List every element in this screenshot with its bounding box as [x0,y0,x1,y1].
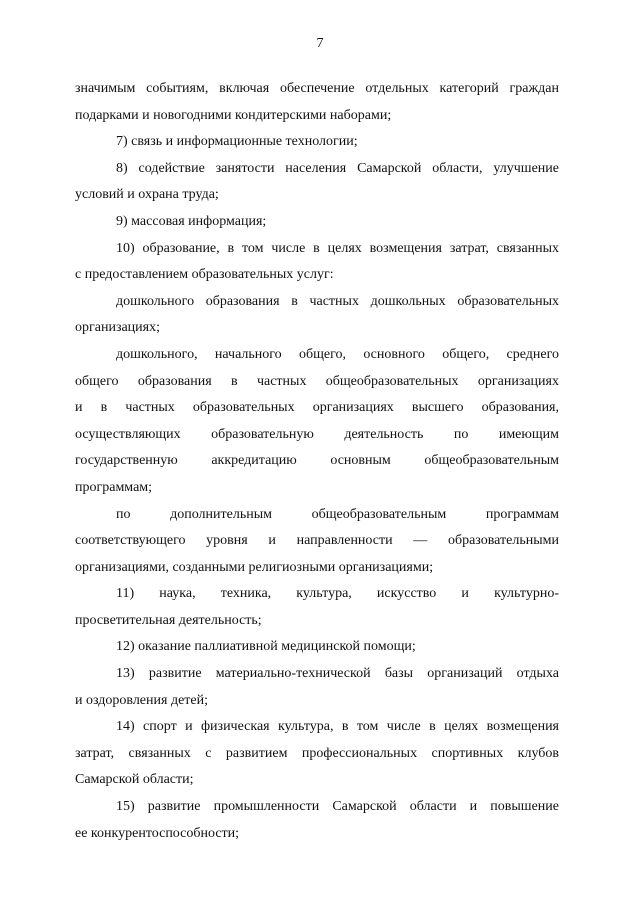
paragraph [75,236,559,289]
text-line: государственную аккредитацию основным общеобразовательным [75,453,559,469]
text-line: просветительная деятельность; [75,612,262,628]
text-line: программам; [75,479,153,495]
text-line: и оздоровления детей; [75,692,208,708]
paragraph [75,502,559,582]
text-line: 14) спорт и физическая культура, в том числе в целях возмещения [116,719,559,735]
paragraph [75,794,559,847]
text-line: осуществляющих образовательную деятельность по имеющим [75,426,559,442]
text-line: значимым событиям, включая обеспечение отдельных категорий граждан [75,81,559,96]
text-line: подарками и новогодними кондитерскими наборами; [75,107,392,123]
text-line: затрат, связанных с развитием профессиональных спортивных клубов [75,745,559,761]
text-line: организациями, созданными религиозными организациями; [75,559,434,575]
text-line: 7) связь и информационные технологии; [116,134,358,150]
text-line: с предоставлением образовательных услуг: [75,267,334,283]
text-line: условий и охрана труда; [75,187,219,203]
text-line: 13) развитие материально-технической базы организаций отдыха [116,666,559,682]
text-line: дошкольного, начального общего, основного общего, среднего [116,346,559,362]
paragraph [75,156,559,209]
document-body [75,76,559,847]
paragraph [75,634,559,661]
text-line: организациях; [75,320,160,336]
page-number: 7 [316,36,324,51]
paragraph [75,342,559,502]
text-line: ее конкурентоспособности; [75,825,240,841]
paragraph [75,661,559,714]
text-line: дошкольного образования в частных дошкольных образовательных [116,293,559,309]
text-line: по дополнительным общеобразовательным программам [116,506,559,522]
text-line: 10) образование, в том числе в целях возмещения затрат, связанных [116,240,559,256]
paragraph [75,209,559,236]
paragraph [75,581,559,634]
text-line: 12) оказание паллиативной медицинской помощи; [116,639,416,655]
text-line: общего образования в частных общеобразовательных организациях [75,373,559,389]
text-line: 11) наука, техника, культура, искусство и культурно- [116,586,559,602]
text-line: Самарской области; [75,772,194,788]
text-line: и в частных образовательных организациях высшего образования, [75,400,559,416]
text-line: 9) массовая информация; [116,213,267,229]
text-line: 8) содействие занятости населения Самарской области, улучшение [116,160,559,176]
text-line: 15) развитие промышленности Самарской области и повышение [116,799,559,815]
paragraph [75,129,559,156]
text-line: соответствующего уровня и направленности — образовательными [75,533,559,549]
paragraph [75,76,559,129]
paragraph [75,289,559,342]
paragraph [75,714,559,794]
